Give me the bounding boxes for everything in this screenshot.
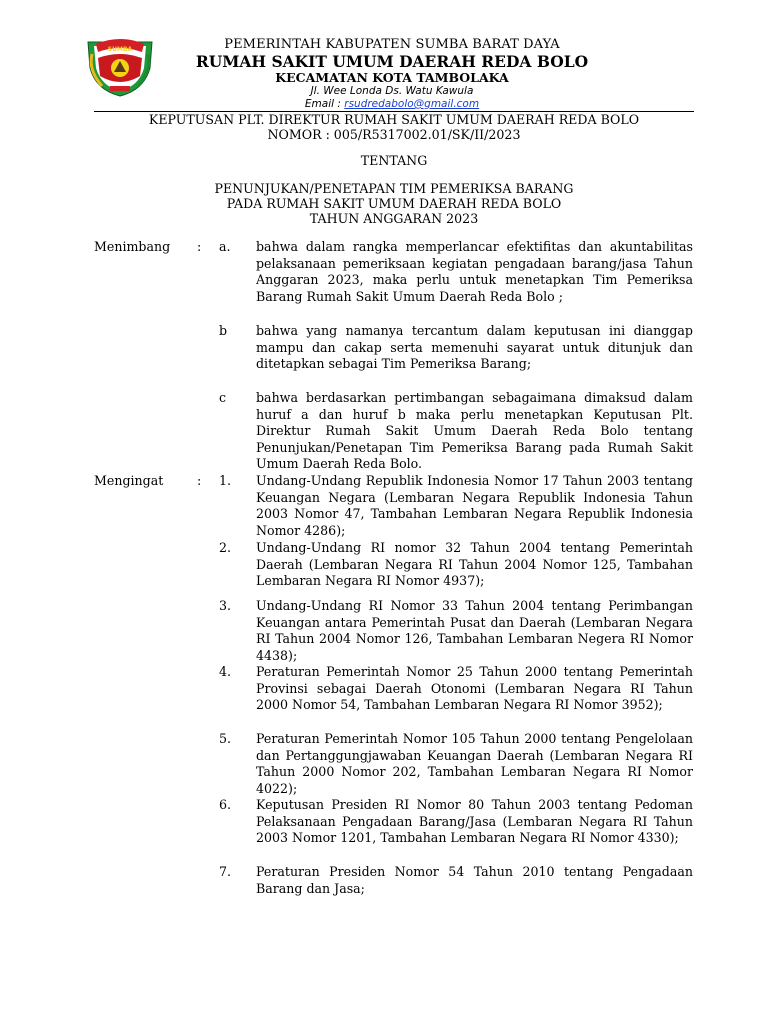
email-line — [160, 98, 624, 110]
menimbang-marker: c — [219, 390, 227, 405]
mengingat-marker: 5. — [219, 731, 232, 746]
mengingat-item: Keputusan Presiden RI Nomor 80 Tahun 2003 tentang Pedoman Pelaksanaan Pengadaan Barang/Jasa (Lembaran Negara RI Tahun 2003 Nomor 1201, Tambahan Lembaran Negara RI Nomor 4330); — [256, 797, 693, 845]
svg-text:SUMBA: SUMBA — [107, 46, 133, 53]
mengingat-item: Undang-Undang RI Nomor 33 Tahun 2004 tentang Perimbangan Keuangan antara Pemerintah Pusat dan Daerah (Lembaran Negara RI Tahun 2004 Nomor 126, Tambahan Lembaran Negera RI Nomor 4438); — [256, 598, 693, 663]
decree-title: KEPUTUSAN PLT. DIREKTUR RUMAH SAKIT UMUM DAERAH REDA BOLO — [148, 112, 640, 127]
menimbang-marker: a. — [219, 239, 231, 254]
government-name: PEMERINTAH KABUPATEN SUMBA BARAT DAYA — [224, 37, 560, 52]
menimbang-item: bahwa berdasarkan pertimbangan sebagaimana dimaksud dalam huruf a dan huruf b maka perlu menetapkan Keputusan Plt. Direktur Rumah Sakit Umum Daerah Reda Bolo tentang Penunjukan/Penetapan Tim Pemeriksa Barang pada Rumah Sakit Umum Daerah Reda Bolo. — [256, 390, 693, 471]
decree-number: NOMOR : 005/R5317002.01/SK/II/2023 — [267, 127, 521, 142]
decree-subject-line: PADA RUMAH SAKIT UMUM DAERAH REDA BOLO — [226, 196, 562, 211]
mengingat-colon: : — [197, 473, 202, 488]
mengingat-marker: 3. — [219, 598, 232, 613]
mengingat-item: Peraturan Pemerintah Nomor 25 Tahun 2000 tentang Pemerintah Provinsi sebagai Daerah Otonomi (Lembaran Negara RI Tahun 2000 Nomor 54, Tambahan Lembaran Negara RI Nomor 3952); — [256, 664, 693, 712]
menimbang-marker: b — [219, 323, 228, 338]
mengingat-item: Undang-Undang RI nomor 32 Tahun 2004 tentang Pemerintah Daerah (Lembaran Negara RI Tahun 2004 Nomor 125, Tambahan Lembaran Negara RI Nomor 4937); — [256, 540, 693, 588]
email-link[interactable]: rsudredabolo@gmail.com — [344, 98, 480, 110]
regency-emblem-icon — [84, 36, 156, 98]
menimbang-item: bahwa dalam rangka memperlancar efektifitas dan akuntabilitas pelaksanaan pemeriksaan kegiatan pengadaan barang/jasa Tahun Anggaran 2023, maka perlu untuk menetapkan Tim Pemeriksa Barang Rumah Sakit Umum Daerah Reda Bolo ; — [256, 239, 693, 304]
mengingat-marker: 1. — [219, 473, 232, 488]
email-label: Email : — [304, 98, 345, 110]
mengingat-marker: 6. — [219, 797, 232, 812]
menimbang-item: bahwa yang namanya tercantum dalam keputusan ini dianggap mampu dan cakap serta memenuhi sayarat untuk ditunjuk dan ditetapkan sebagai Tim Pemeriksa Barang; — [256, 323, 693, 371]
mengingat-item: Undang-Undang Republik Indonesia Nomor 17 Tahun 2003 tentang Keuangan Negara (Lembaran Negara Republik Indonesia Tahun 2003 Nomor 47, Tambahan Lembaran Negara Republik Indonesia Nomor 4286); — [256, 473, 693, 538]
menimbang-colon: : — [197, 239, 202, 254]
mengingat-item: Peraturan Pemerintah Nomor 105 Tahun 2000 tentang Pengelolaan dan Pertanggungjawaban Keuangan Daerah (Lembaran Negara RI Tahun 2000 Nomor 202, Tambahan Lembaran Negara RI Nomor 4022); — [256, 731, 693, 796]
hospital-name: RUMAH SAKIT UMUM DAERAH REDA BOLO — [195, 52, 589, 71]
decree-subject-line: PENUNJUKAN/PENETAPAN TIM PEMERIKSA BARANG — [214, 181, 574, 196]
decree-about: TENTANG — [360, 153, 428, 168]
mengingat-marker: 4. — [219, 664, 232, 679]
mengingat-item: Peraturan Presiden Nomor 54 Tahun 2010 tentang Pengadaan Barang dan Jasa; — [256, 864, 693, 896]
mengingat-marker: 7. — [219, 864, 232, 879]
district-name: KECAMATAN KOTA TAMBOLAKA — [275, 70, 509, 85]
decree-subject-line: TAHUN ANGGARAN 2023 — [309, 211, 479, 226]
menimbang-label: Menimbang — [94, 239, 171, 254]
mengingat-label: Mengingat — [94, 473, 164, 488]
mengingat-marker: 2. — [219, 540, 232, 555]
address: Jl. Wee Londa Ds. Watu Kawula — [310, 85, 474, 97]
